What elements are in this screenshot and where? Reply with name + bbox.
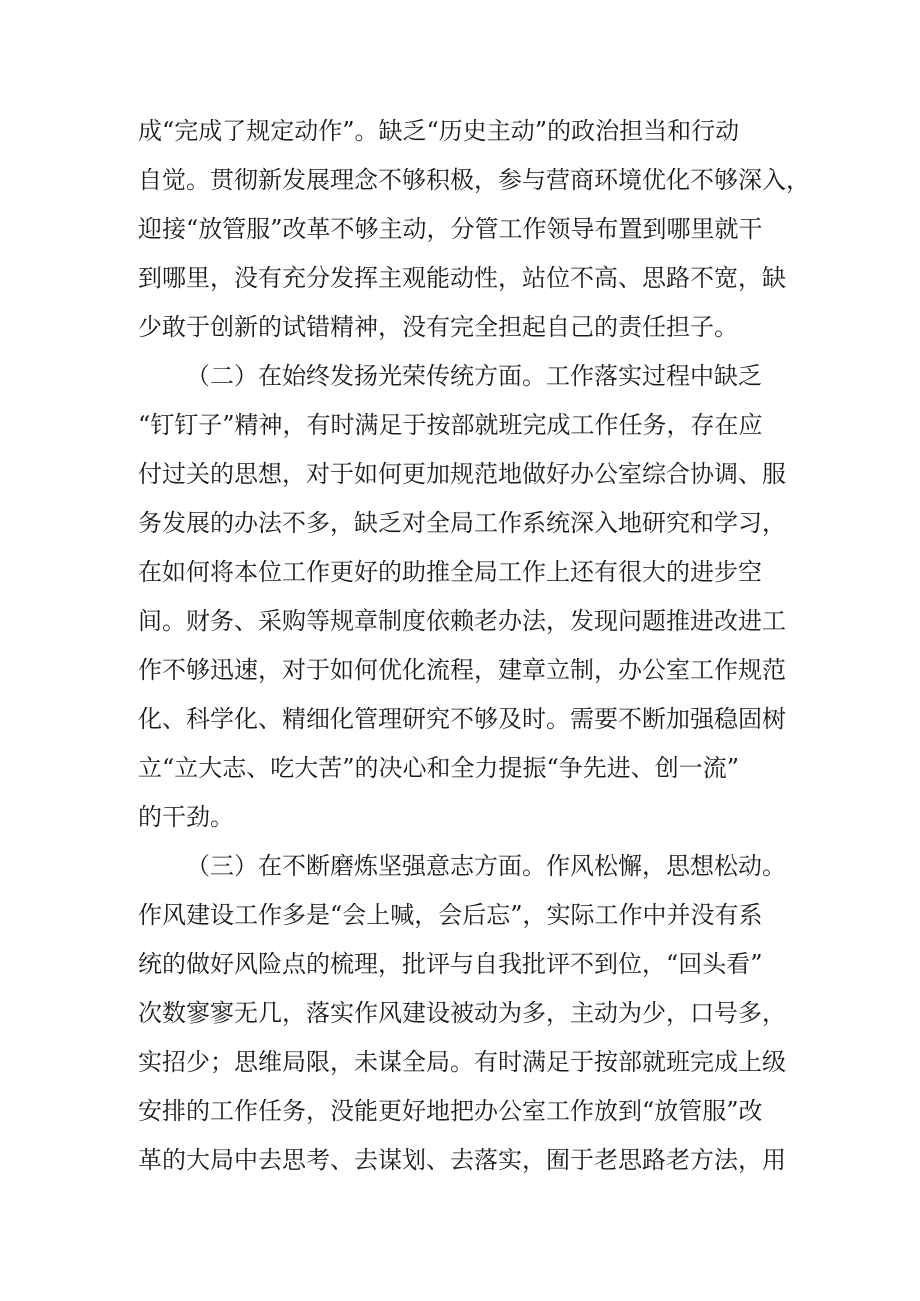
text-line: 间。财务、采购等规章制度依赖老办法，发现问题推进改进工	[138, 607, 786, 635]
text-line: 自觉。贯彻新发展理念不够积极，参与营商环境优化不够深入，	[138, 166, 810, 194]
text-line: 化、科学化、精细化管理研究不够及时。需要不断加强稳固树	[138, 705, 786, 733]
text-line: 迎接“放管服”改革不够主动，分管工作领导布置到哪里就干	[138, 215, 763, 243]
text-line: 革的大局中去思考、去谋划、去落实，囿于老思路老方法，用	[138, 1146, 786, 1174]
text-line: 实招少；思维局限，未谋全局。有时满足于按部就班完成上级	[138, 1048, 786, 1076]
text-line: 到哪里，没有充分发挥主观能动性，站位不高、思路不宽，缺	[138, 264, 786, 292]
text-line: 统的做好风险点的梳理，批评与自我批评不到位，“回头看”	[138, 950, 763, 978]
section-heading-line: （三）在不断磨炼坚强意志方面。作风松懈，思想松动。	[186, 852, 786, 880]
text-line: 在如何将本位工作更好的助推全局工作上还有很大的进步空	[138, 558, 762, 586]
text-line: 成“完成了规定动作”。缺乏“历史主动”的政治担当和行动	[138, 117, 740, 145]
section-heading-line: （二）在始终发扬光荣传统方面。工作落实过程中缺乏	[186, 362, 762, 390]
text-line: 作不够迅速，对于如何优化流程，建章立制，办公室工作规范	[138, 656, 786, 684]
text-line: 的干劲。	[138, 803, 234, 831]
text-line: 安排的工作任务，没能更好地把办公室工作放到“放管服”改	[138, 1097, 763, 1125]
text-line: 作风建设工作多是“会上喊，会后忘”，实际工作中并没有系	[138, 901, 763, 929]
text-line: 务发展的办法不多，缺乏对全局工作系统深入地研究和学习，	[138, 509, 786, 537]
text-line: 立“立大志、吃大苦”的决心和全力提振“争先进、创一流”	[138, 754, 740, 782]
text-line: 付过关的思想，对于如何更加规范地做好办公室综合协调、服	[138, 460, 786, 488]
text-line: 少敢于创新的试错精神，没有完全担起自己的责任担子。	[138, 313, 738, 341]
text-line: “钉钉子”精神，有时满足于按部就班完成工作任务，存在应	[138, 411, 763, 439]
text-line: 次数寥寥无几，落实作风建设被动为多，主动为少，口号多，	[138, 999, 786, 1027]
